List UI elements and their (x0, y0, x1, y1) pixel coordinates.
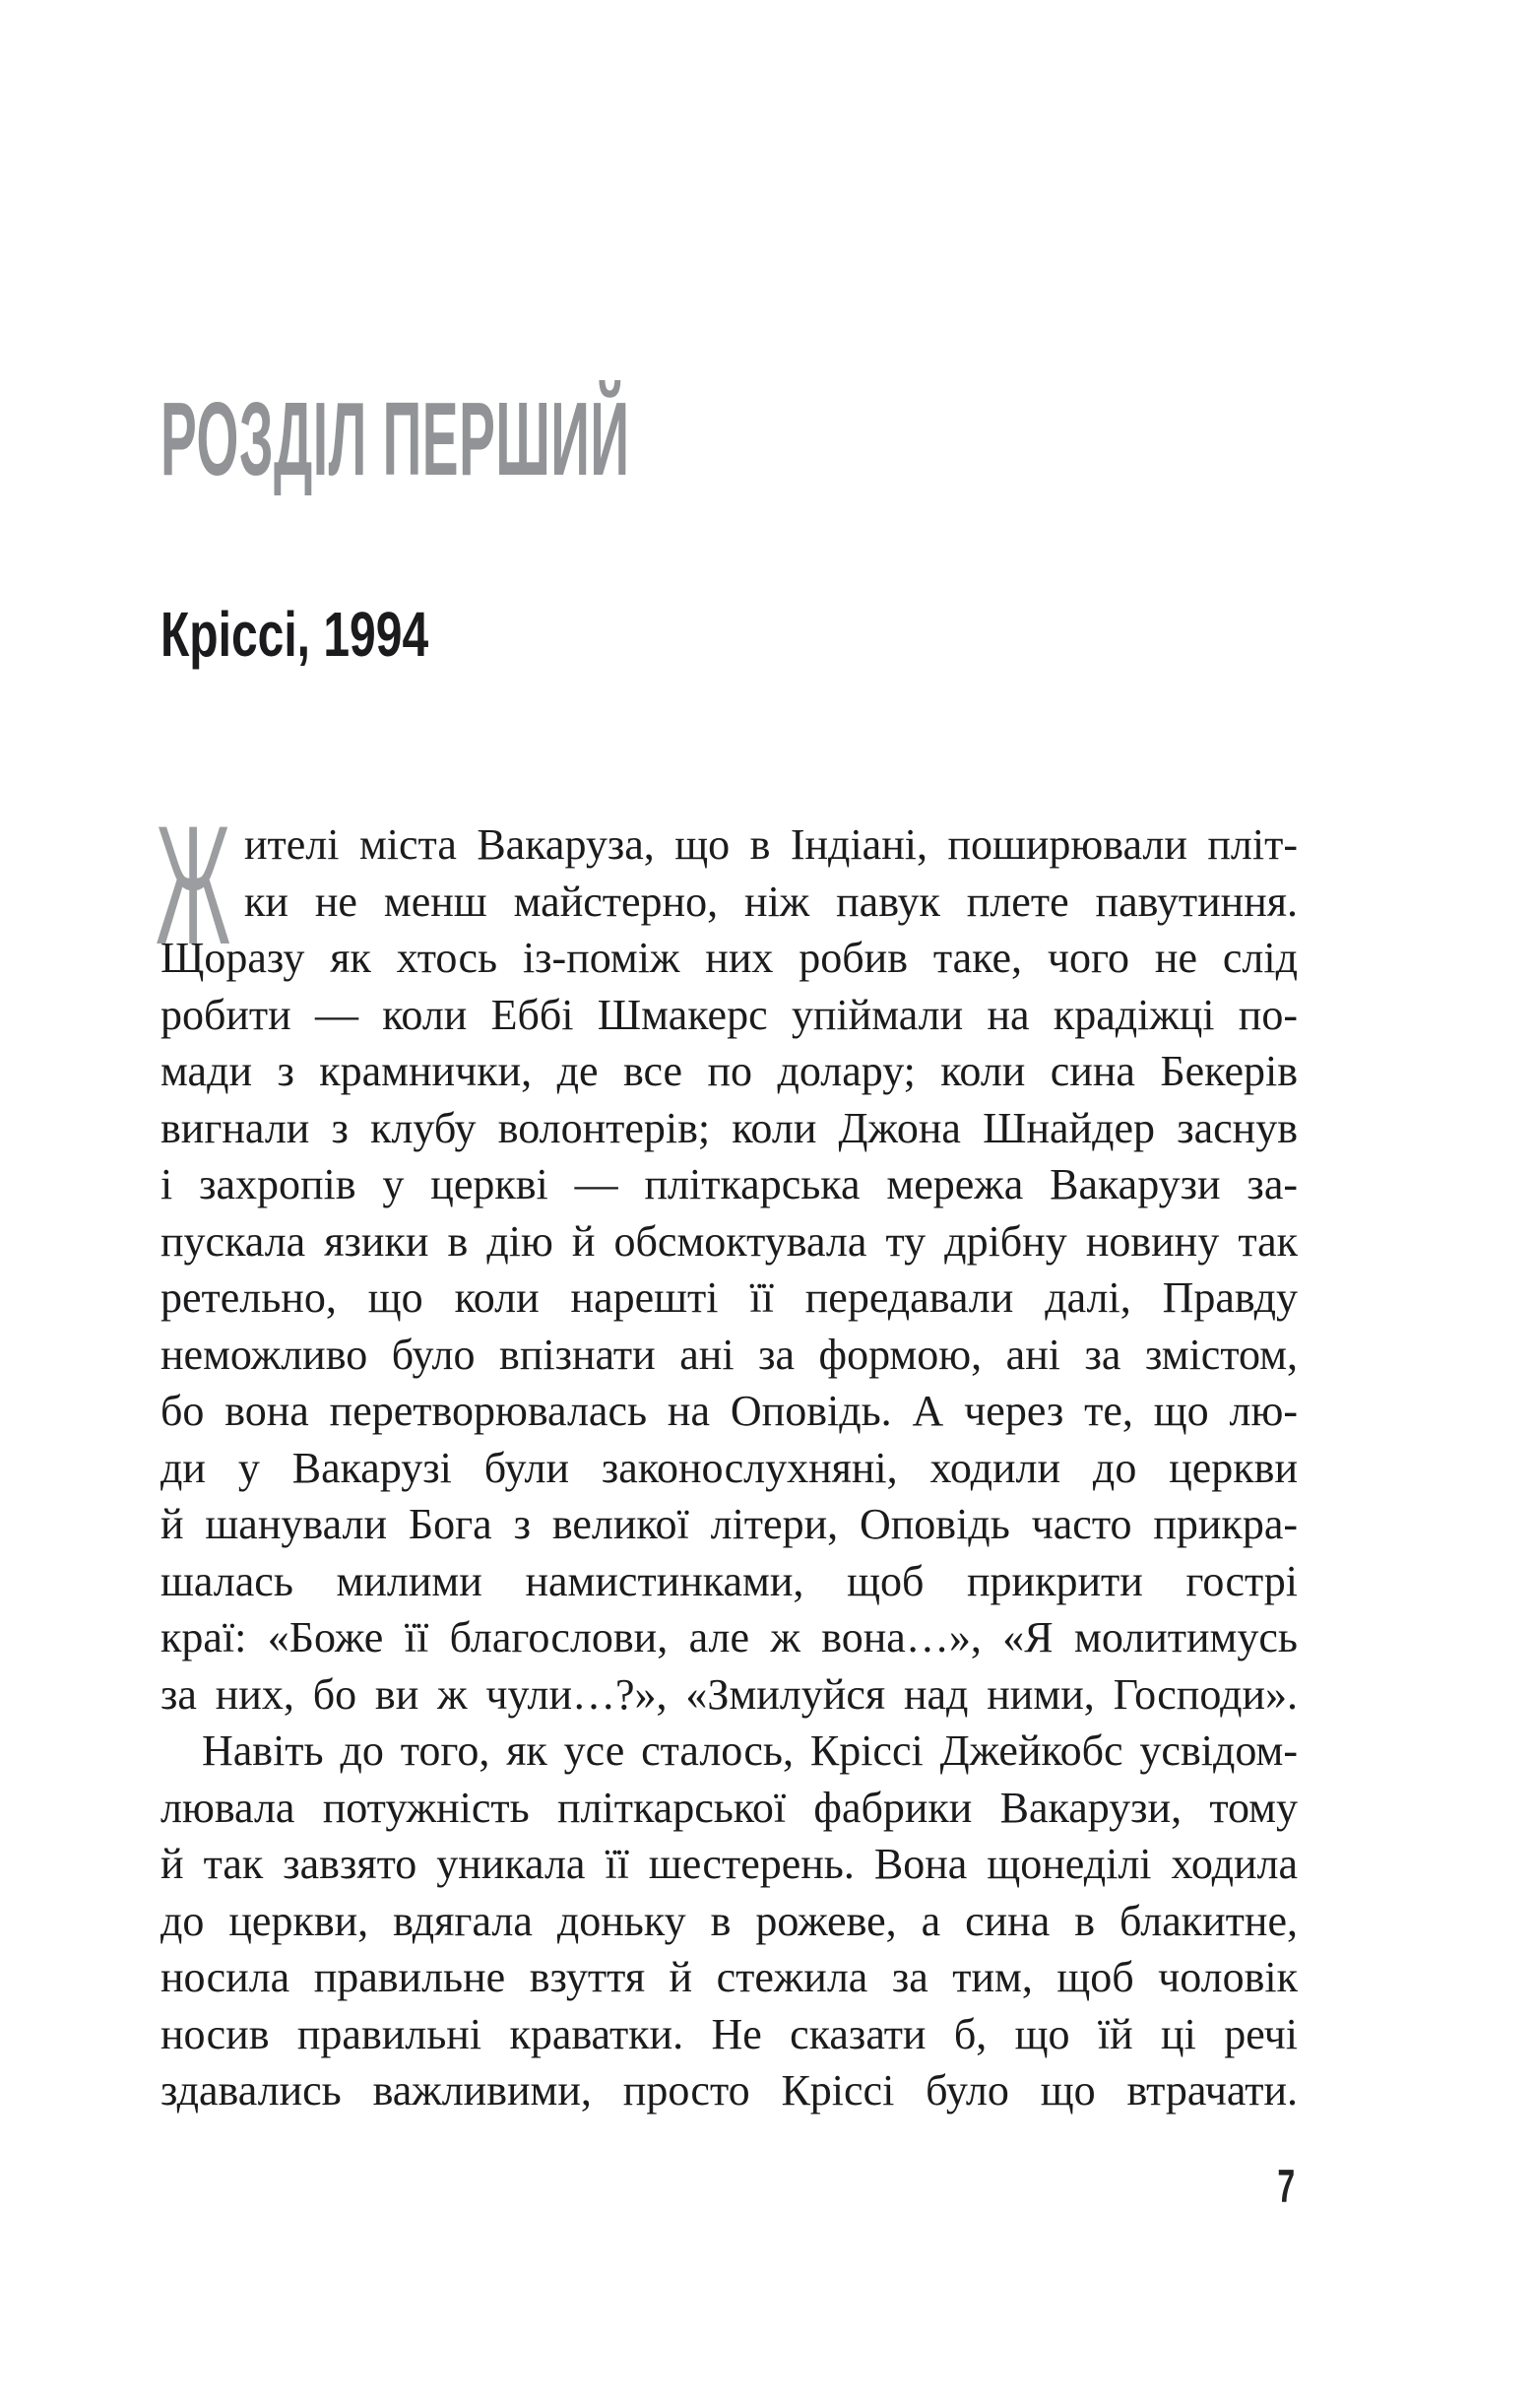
text-line: й шанували Бога з великої літери, Оповідь часто прикра- (160, 1500, 1298, 1548)
text-line: бо вона перетворювалась на Оповідь. А через те, що лю- (160, 1387, 1298, 1435)
text-line: робити — коли Еббі Шмакерс упіймали на крадіжці по- (160, 990, 1298, 1039)
text-line: носив правильні краватки. Не сказати б, що їй ці речі (160, 2009, 1298, 2058)
chapter-subtitle-text: Кріссі, 1994 (160, 599, 429, 670)
text-line: шалась милими намистинками, щоб прикрити гострі (160, 1556, 1298, 1605)
text-line: й так завзято уникала її шестерень. Вона щонеділі ходила (160, 1840, 1298, 1888)
text-line: мади з крамнички, де все по долару; коли сина Бекерів (160, 1047, 1298, 1095)
text-line: ди у Вакарузі були законослухняні, ходили до церкви (160, 1443, 1298, 1492)
text-line: краї: «Боже її благослови, але ж вона…», «Я молитимусь (160, 1613, 1298, 1661)
text-line: пускала язики в дію й обсмоктувала ту дрібну новину так (160, 1216, 1298, 1266)
page-number (1269, 2160, 1295, 2212)
text-line: ретельно, що коли нарешті її передавали далі, Правду (160, 1273, 1298, 1322)
text-line: носила правильне взуття й стежила за тим, щоб чоловік (160, 1953, 1298, 2001)
text-line: вигнали з клубу волонтерів; коли Джона Шнайдер заснув (160, 1103, 1298, 1152)
text-line: ки не менш майстерно, ніж павук плете павутиння. (244, 877, 1298, 926)
text-line: до церкви, вдягала доньку в рожеве, а сина в блакитне, (160, 1896, 1298, 1945)
text-line: ителі міста Вакаруза, що в Індіані, поширювали пліт- (244, 820, 1298, 869)
chapter-subtitle (160, 599, 518, 670)
page-number-text: 7 (1277, 2160, 1295, 2212)
text-line: Навіть до того, як усе сталось, Кріссі Джейкобс усвідом- (202, 1726, 1298, 1775)
chapter-heading-text: РОЗДІЛ ПЕРШИЙ (160, 381, 630, 497)
chapter-heading (160, 381, 1062, 497)
text-line: здавались важливими, просто Кріссі було що втрачати. (160, 2066, 1298, 2115)
body-text (160, 816, 1298, 2119)
text-line: і захропів у церкві — пліткарська мережа Вакарузи за- (160, 1160, 1298, 1208)
text-line: Щоразу як хтось із-поміж них робив таке, чого не слід (160, 934, 1298, 982)
drop-cap-letter: Ж (156, 791, 231, 980)
text-line: за них, бо ви ж чули…?», «Змилуйся над ними, Господи». (160, 1669, 1298, 1719)
text-line: неможливо було впізнати ані за формою, ані за змістом, (160, 1330, 1298, 1379)
text-line: лювала потужність пліткарської фабрики Вакарузи, тому (160, 1783, 1298, 1832)
